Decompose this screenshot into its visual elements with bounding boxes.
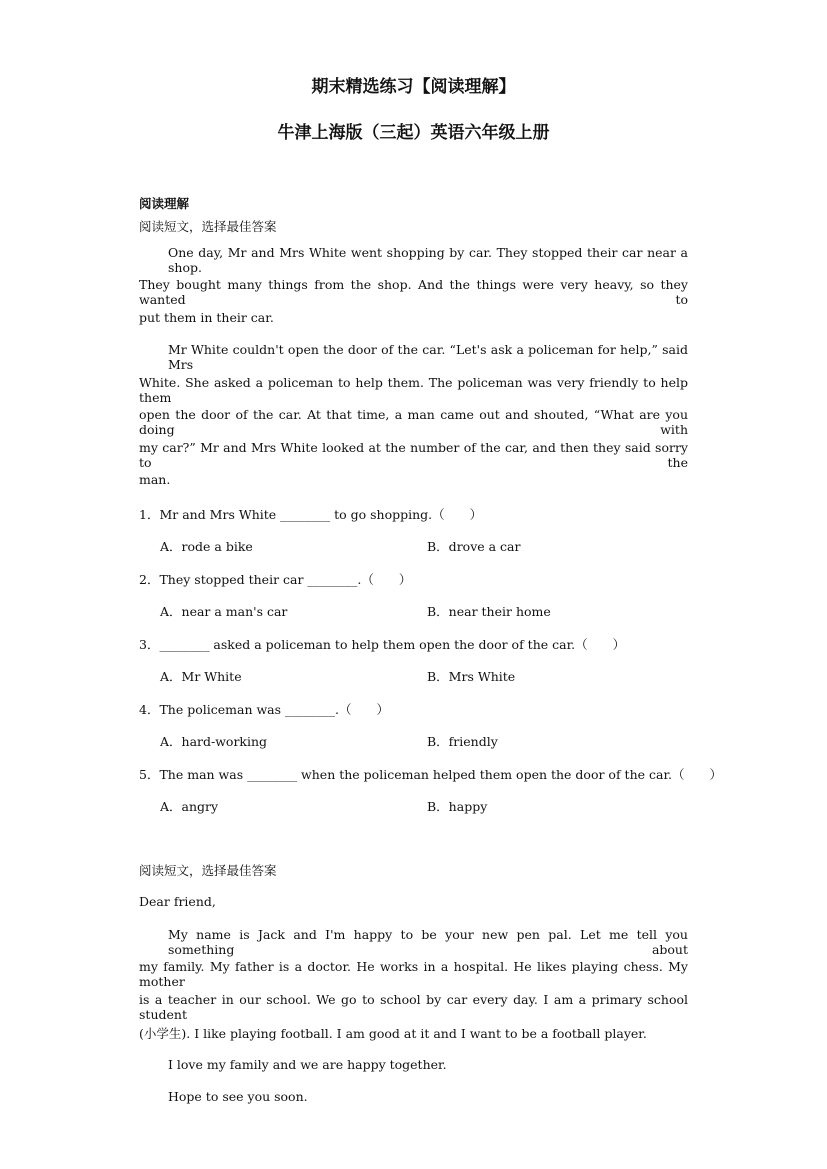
passage2-line: is a teacher in our school. We go to school by car every day. I am a primary school student xyxy=(139,992,688,1022)
passage2-line: My name is Jack and I'm happy to be your new pen pal. Let me tell you something about xyxy=(168,927,688,957)
question-stem: 5．The man was ________ when the policeman helped them open the door of the car.（ ） xyxy=(139,767,723,782)
question-stem: 1．Mr and Mrs White ________ to go shopping.（ ） xyxy=(139,507,483,522)
passage1-line: my car?” Mr and Mrs White looked at the number of the car, and then they said sorry to the xyxy=(139,440,688,470)
question-stem: 2．They stopped their car ________.（ ） xyxy=(139,572,412,587)
question-option-b[interactable]: B．happy xyxy=(427,799,488,814)
passage1-line: White. She asked a policeman to help them. The policeman was very friendly to help them xyxy=(139,375,688,405)
question-option-a[interactable]: A．Mr White xyxy=(160,669,242,684)
passage1-line: open the door of the car. At that time, a man came out and shouted, “What are you doing with xyxy=(139,407,688,437)
passage1-line: man. xyxy=(139,472,171,487)
question-option-a[interactable]: A．rode a bike xyxy=(160,539,253,554)
passage2-line: I love my family and we are happy together. xyxy=(168,1057,447,1072)
question-option-b[interactable]: B．near their home xyxy=(427,604,551,619)
passage1-line: Mr White couldn't open the door of the car. “Let's ask a policeman for help,” said Mrs xyxy=(168,342,688,372)
section-title: 阅读理解 xyxy=(139,196,190,211)
question-option-a[interactable]: A．near a man's car xyxy=(160,604,288,619)
passage1-line: put them in their car. xyxy=(139,310,274,325)
page-subtitle: 牛津上海版（三起）英语六年级上册 xyxy=(277,123,550,143)
passage1-line: One day, Mr and Mrs White went shopping by car. They stopped their car near a shop. xyxy=(168,245,688,275)
question-stem: 4．The policeman was ________.（ ） xyxy=(139,702,389,717)
page-title: 期末精选练习【阅读理解】 xyxy=(311,77,516,97)
passage2-instruction: 阅读短文，选择最佳答案 xyxy=(139,863,277,878)
passage1-line: They bought many things from the shop. And the things were very heavy, so they wanted to xyxy=(139,277,688,307)
question-option-a[interactable]: A．angry xyxy=(160,799,219,814)
passage2-line: (小学生). I like playing football. I am good at it and I want to be a football player. xyxy=(139,1026,647,1041)
passage1-instruction: 阅读短文，选择最佳答案 xyxy=(139,219,277,234)
question-option-b[interactable]: B．drove a car xyxy=(427,539,521,554)
question-option-a[interactable]: A．hard-working xyxy=(160,734,268,749)
question-stem: 3．________ asked a policeman to help them open the door of the car.（ ） xyxy=(139,637,626,652)
letter-greeting: Dear friend, xyxy=(139,894,216,909)
passage2-line: Hope to see you soon. xyxy=(168,1089,308,1104)
question-option-b[interactable]: B．Mrs White xyxy=(427,669,516,684)
passage2-line: my family. My father is a doctor. He works in a hospital. He likes playing chess. My mother xyxy=(139,959,688,989)
question-option-b[interactable]: B．friendly xyxy=(427,734,498,749)
